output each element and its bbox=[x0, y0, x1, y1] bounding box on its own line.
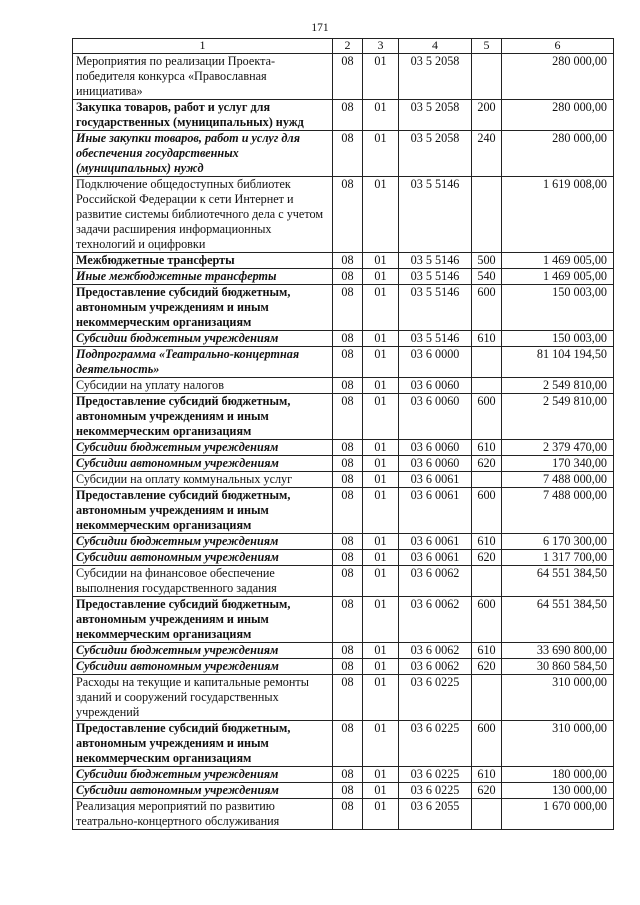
cell-target-article: 03 6 0061 bbox=[399, 550, 472, 566]
cell-amount: 310 000,00 bbox=[502, 675, 614, 721]
table-body bbox=[73, 54, 614, 830]
cell-name: Субсидии на финансовое обеспечение выполнения государственного задания bbox=[73, 566, 333, 597]
cell-subsection: 01 bbox=[363, 799, 399, 830]
cell-name: Предоставление субсидий бюджетным, автономным учреждениям и иным некоммерческим организациям bbox=[73, 488, 333, 534]
cell-amount: 180 000,00 bbox=[502, 767, 614, 783]
cell-amount: 1 469 005,00 bbox=[502, 253, 614, 269]
cell-target-article: 03 6 0062 bbox=[399, 643, 472, 659]
table-row bbox=[73, 440, 614, 456]
cell-section: 08 bbox=[333, 659, 363, 675]
cell-subsection: 01 bbox=[363, 131, 399, 177]
cell-name: Расходы на текущие и капитальные ремонты зданий и сооружений государственных учреждений bbox=[73, 675, 333, 721]
cell-section: 08 bbox=[333, 269, 363, 285]
cell-name: Подпрограмма «Театрально-концертная деятельность» bbox=[73, 347, 333, 378]
cell-amount: 2 379 470,00 bbox=[502, 440, 614, 456]
cell-name: Предоставление субсидий бюджетным, автономным учреждениям и иным некоммерческим организациям bbox=[73, 597, 333, 643]
cell-name: Субсидии бюджетным учреждениям bbox=[73, 331, 333, 347]
cell-expense-type: 600 bbox=[472, 721, 502, 767]
cell-target-article: 03 6 0061 bbox=[399, 534, 472, 550]
cell-name: Субсидии автономным учреждениям bbox=[73, 550, 333, 566]
cell-expense-type: 200 bbox=[472, 100, 502, 131]
cell-expense-type: 620 bbox=[472, 550, 502, 566]
cell-target-article: 03 6 0225 bbox=[399, 675, 472, 721]
cell-subsection: 01 bbox=[363, 472, 399, 488]
cell-amount: 1 670 000,00 bbox=[502, 799, 614, 830]
cell-subsection: 01 bbox=[363, 331, 399, 347]
cell-amount: 130 000,00 bbox=[502, 783, 614, 799]
cell-target-article: 03 6 0062 bbox=[399, 566, 472, 597]
table-row bbox=[73, 100, 614, 131]
cell-amount: 33 690 800,00 bbox=[502, 643, 614, 659]
cell-expense-type: 610 bbox=[472, 331, 502, 347]
page-number: 171 bbox=[311, 22, 329, 34]
cell-amount: 170 340,00 bbox=[502, 456, 614, 472]
cell-section: 08 bbox=[333, 643, 363, 659]
cell-target-article: 03 5 2058 bbox=[399, 131, 472, 177]
table-row bbox=[73, 721, 614, 767]
cell-target-article: 03 6 0061 bbox=[399, 472, 472, 488]
cell-section: 08 bbox=[333, 597, 363, 643]
cell-subsection: 01 bbox=[363, 378, 399, 394]
cell-expense-type: 610 bbox=[472, 440, 502, 456]
cell-target-article: 03 6 0060 bbox=[399, 456, 472, 472]
cell-amount: 1 619 008,00 bbox=[502, 177, 614, 253]
cell-section: 08 bbox=[333, 799, 363, 830]
cell-amount: 280 000,00 bbox=[502, 131, 614, 177]
cell-section: 08 bbox=[333, 131, 363, 177]
cell-expense-type: 600 bbox=[472, 285, 502, 331]
cell-name: Закупка товаров, работ и услуг для государственных (муниципальных) нужд bbox=[73, 100, 333, 131]
cell-target-article: 03 6 0000 bbox=[399, 347, 472, 378]
cell-target-article: 03 6 0060 bbox=[399, 394, 472, 440]
cell-amount: 30 860 584,50 bbox=[502, 659, 614, 675]
table-row bbox=[73, 675, 614, 721]
cell-section: 08 bbox=[333, 721, 363, 767]
cell-expense-type bbox=[472, 177, 502, 253]
cell-expense-type: 600 bbox=[472, 394, 502, 440]
cell-section: 08 bbox=[333, 534, 363, 550]
cell-target-article: 03 5 5146 bbox=[399, 269, 472, 285]
cell-name: Субсидии автономным учреждениям bbox=[73, 783, 333, 799]
cell-expense-type bbox=[472, 675, 502, 721]
cell-amount: 7 488 000,00 bbox=[502, 472, 614, 488]
cell-amount: 64 551 384,50 bbox=[502, 566, 614, 597]
cell-section: 08 bbox=[333, 440, 363, 456]
cell-expense-type bbox=[472, 347, 502, 378]
cell-expense-type: 610 bbox=[472, 643, 502, 659]
table-row bbox=[73, 131, 614, 177]
cell-section: 08 bbox=[333, 767, 363, 783]
cell-name: Субсидии на уплату налогов bbox=[73, 378, 333, 394]
cell-name: Субсидии бюджетным учреждениям bbox=[73, 440, 333, 456]
cell-target-article: 03 6 0062 bbox=[399, 597, 472, 643]
cell-expense-type: 600 bbox=[472, 597, 502, 643]
table-row bbox=[73, 597, 614, 643]
table-row bbox=[73, 253, 614, 269]
cell-expense-type: 620 bbox=[472, 783, 502, 799]
cell-target-article: 03 6 0060 bbox=[399, 378, 472, 394]
cell-expense-type: 610 bbox=[472, 767, 502, 783]
cell-amount: 7 488 000,00 bbox=[502, 488, 614, 534]
table-row bbox=[73, 347, 614, 378]
cell-section: 08 bbox=[333, 550, 363, 566]
table-row bbox=[73, 799, 614, 830]
cell-name: Субсидии бюджетным учреждениям bbox=[73, 534, 333, 550]
cell-subsection: 01 bbox=[363, 721, 399, 767]
cell-name: Субсидии автономным учреждениям bbox=[73, 659, 333, 675]
cell-subsection: 01 bbox=[363, 534, 399, 550]
cell-name: Субсидии бюджетным учреждениям bbox=[73, 643, 333, 659]
cell-subsection: 01 bbox=[363, 100, 399, 131]
cell-subsection: 01 bbox=[363, 177, 399, 253]
cell-subsection: 01 bbox=[363, 675, 399, 721]
cell-subsection: 01 bbox=[363, 643, 399, 659]
cell-expense-type: 540 bbox=[472, 269, 502, 285]
cell-expense-type: 240 bbox=[472, 131, 502, 177]
table-row bbox=[73, 488, 614, 534]
cell-amount: 81 104 194,50 bbox=[502, 347, 614, 378]
cell-name: Реализация мероприятий по развитию театрально-концертного обслуживания bbox=[73, 799, 333, 830]
cell-section: 08 bbox=[333, 253, 363, 269]
header-col-4: 4 bbox=[399, 39, 472, 54]
cell-target-article: 03 6 0062 bbox=[399, 659, 472, 675]
cell-name: Предоставление субсидий бюджетным, автономным учреждениям и иным некоммерческим организациям bbox=[73, 285, 333, 331]
table-row bbox=[73, 54, 614, 100]
budget-table bbox=[72, 38, 614, 830]
cell-expense-type bbox=[472, 378, 502, 394]
cell-subsection: 01 bbox=[363, 488, 399, 534]
table-row bbox=[73, 456, 614, 472]
cell-expense-type: 620 bbox=[472, 659, 502, 675]
cell-name: Субсидии автономным учреждениям bbox=[73, 456, 333, 472]
cell-expense-type: 610 bbox=[472, 534, 502, 550]
cell-target-article: 03 5 5146 bbox=[399, 285, 472, 331]
cell-target-article: 03 6 0225 bbox=[399, 721, 472, 767]
cell-section: 08 bbox=[333, 331, 363, 347]
cell-target-article: 03 6 0061 bbox=[399, 488, 472, 534]
cell-target-article: 03 6 2055 bbox=[399, 799, 472, 830]
table-row bbox=[73, 269, 614, 285]
cell-amount: 280 000,00 bbox=[502, 100, 614, 131]
cell-expense-type bbox=[472, 566, 502, 597]
cell-section: 08 bbox=[333, 675, 363, 721]
cell-amount: 310 000,00 bbox=[502, 721, 614, 767]
table-row bbox=[73, 767, 614, 783]
cell-expense-type bbox=[472, 54, 502, 100]
cell-name: Подключение общедоступных библиотек Российской Федерации к сети Интернет и развитие системы библиотечного дела с учетом задачи расширения информационных технологий и оцифровки bbox=[73, 177, 333, 253]
cell-section: 08 bbox=[333, 394, 363, 440]
cell-section: 08 bbox=[333, 488, 363, 534]
cell-subsection: 01 bbox=[363, 269, 399, 285]
cell-target-article: 03 5 5146 bbox=[399, 253, 472, 269]
cell-expense-type: 600 bbox=[472, 488, 502, 534]
table-row bbox=[73, 177, 614, 253]
cell-subsection: 01 bbox=[363, 783, 399, 799]
cell-expense-type: 620 bbox=[472, 456, 502, 472]
table-row bbox=[73, 566, 614, 597]
cell-subsection: 01 bbox=[363, 566, 399, 597]
cell-amount: 280 000,00 bbox=[502, 54, 614, 100]
cell-subsection: 01 bbox=[363, 54, 399, 100]
header-col-6: 6 bbox=[502, 39, 614, 54]
cell-section: 08 bbox=[333, 378, 363, 394]
cell-amount: 6 170 300,00 bbox=[502, 534, 614, 550]
cell-name: Предоставление субсидий бюджетным, автономным учреждениям и иным некоммерческим организациям bbox=[73, 721, 333, 767]
cell-subsection: 01 bbox=[363, 394, 399, 440]
cell-target-article: 03 5 5146 bbox=[399, 177, 472, 253]
cell-expense-type bbox=[472, 799, 502, 830]
cell-amount: 2 549 810,00 bbox=[502, 378, 614, 394]
cell-section: 08 bbox=[333, 472, 363, 488]
cell-section: 08 bbox=[333, 54, 363, 100]
cell-name: Мероприятия по реализации Проекта-победителя конкурса «Православная инициатива» bbox=[73, 54, 333, 100]
table-row bbox=[73, 534, 614, 550]
table-row bbox=[73, 285, 614, 331]
cell-section: 08 bbox=[333, 456, 363, 472]
cell-subsection: 01 bbox=[363, 253, 399, 269]
table-row bbox=[73, 331, 614, 347]
cell-target-article: 03 6 0060 bbox=[399, 440, 472, 456]
cell-target-article: 03 6 0225 bbox=[399, 783, 472, 799]
cell-section: 08 bbox=[333, 100, 363, 131]
cell-amount: 64 551 384,50 bbox=[502, 597, 614, 643]
cell-subsection: 01 bbox=[363, 347, 399, 378]
cell-subsection: 01 bbox=[363, 659, 399, 675]
cell-subsection: 01 bbox=[363, 767, 399, 783]
cell-name: Предоставление субсидий бюджетным, автономным учреждениям и иным некоммерческим организациям bbox=[73, 394, 333, 440]
cell-expense-type: 500 bbox=[472, 253, 502, 269]
cell-name: Субсидии на оплату коммунальных услуг bbox=[73, 472, 333, 488]
table-row bbox=[73, 378, 614, 394]
table-row bbox=[73, 394, 614, 440]
cell-target-article: 03 5 2058 bbox=[399, 54, 472, 100]
table-row bbox=[73, 550, 614, 566]
cell-section: 08 bbox=[333, 177, 363, 253]
cell-subsection: 01 bbox=[363, 285, 399, 331]
header-col-1: 1 bbox=[73, 39, 333, 54]
cell-amount: 150 003,00 bbox=[502, 331, 614, 347]
cell-section: 08 bbox=[333, 285, 363, 331]
cell-expense-type bbox=[472, 472, 502, 488]
table-row bbox=[73, 659, 614, 675]
header-col-3: 3 bbox=[363, 39, 399, 54]
cell-subsection: 01 bbox=[363, 550, 399, 566]
table-row bbox=[73, 472, 614, 488]
cell-amount: 1 317 700,00 bbox=[502, 550, 614, 566]
header-col-5: 5 bbox=[472, 39, 502, 54]
cell-amount: 150 003,00 bbox=[502, 285, 614, 331]
cell-section: 08 bbox=[333, 347, 363, 378]
cell-target-article: 03 5 2058 bbox=[399, 100, 472, 131]
header-row bbox=[73, 39, 614, 54]
cell-subsection: 01 bbox=[363, 597, 399, 643]
table-row bbox=[73, 783, 614, 799]
cell-amount: 1 469 005,00 bbox=[502, 269, 614, 285]
cell-target-article: 03 5 5146 bbox=[399, 331, 472, 347]
table-row bbox=[73, 643, 614, 659]
cell-amount: 2 549 810,00 bbox=[502, 394, 614, 440]
cell-subsection: 01 bbox=[363, 456, 399, 472]
cell-name: Субсидии бюджетным учреждениям bbox=[73, 767, 333, 783]
cell-name: Иные межбюджетные трансферты bbox=[73, 269, 333, 285]
cell-name: Межбюджетные трансферты bbox=[73, 253, 333, 269]
cell-subsection: 01 bbox=[363, 440, 399, 456]
cell-section: 08 bbox=[333, 783, 363, 799]
cell-section: 08 bbox=[333, 566, 363, 597]
header-col-2: 2 bbox=[333, 39, 363, 54]
cell-name: Иные закупки товаров, работ и услуг для обеспечения государственных (муниципальных) нужд bbox=[73, 131, 333, 177]
cell-target-article: 03 6 0225 bbox=[399, 767, 472, 783]
